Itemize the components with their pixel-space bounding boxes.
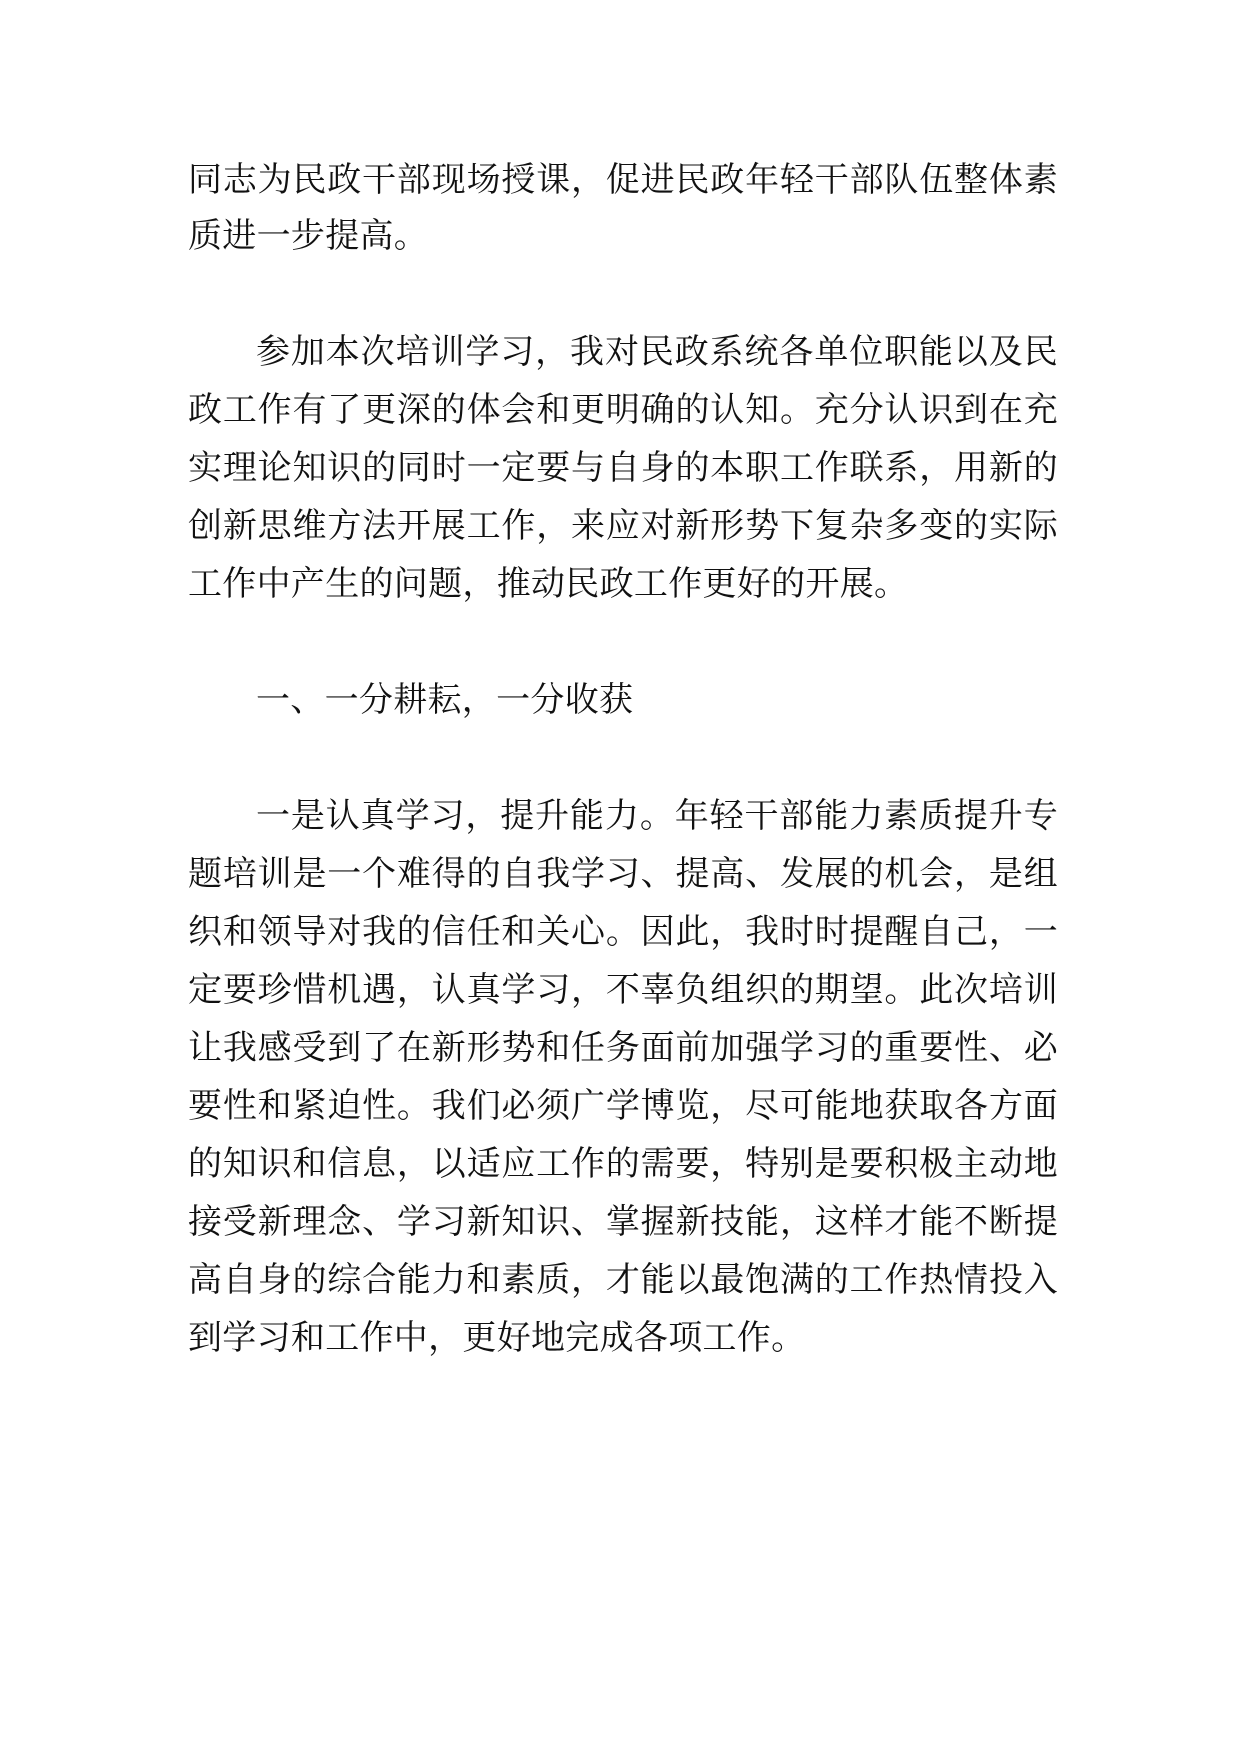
paragraph-1-line-2: 质进一步提高。 — [188, 216, 429, 256]
paragraph-2-line-1: 参加本次培训学习，我对民政系统各单位职能以及民 — [256, 332, 1058, 372]
paragraph-2-line-4: 创新思维方法开展工作，来应对新形势下复杂多变的实际 — [188, 506, 1058, 546]
paragraph-1-line-1: 同志为民政干部现场授课，促进民政年轻干部队伍整体素 — [188, 160, 1058, 200]
paragraph-3-line-7: 的知识和信息，以适应工作的需要，特别是要积极主动地 — [188, 1144, 1058, 1184]
paragraph-3-line-4: 定要珍惜机遇，认真学习，不辜负组织的期望。此次培训 — [188, 970, 1058, 1010]
paragraph-3-line-5: 让我感受到了在新形势和任务面前加强学习的重要性、必 — [188, 1028, 1058, 1068]
paragraph-3-line-1: 一是认真学习，提升能力。年轻干部能力素质提升专 — [256, 796, 1058, 836]
paragraph-2-line-3: 实理论知识的同时一定要与自身的本职工作联系，用新的 — [188, 448, 1058, 488]
paragraph-2-line-5: 工作中产生的问题，推动民政工作更好的开展。 — [188, 564, 909, 604]
paragraph-3-line-9: 高自身的综合能力和素质，才能以最饱满的工作热情投入 — [188, 1260, 1058, 1300]
paragraph-3-line-8: 接受新理念、学习新知识、掌握新技能，这样才能不断提 — [188, 1202, 1058, 1242]
paragraph-3-line-2: 题培训是一个难得的自我学习、提高、发展的机会，是组 — [188, 854, 1058, 894]
paragraph-2-line-2: 政工作有了更深的体会和更明确的认知。充分认识到在充 — [188, 390, 1058, 430]
paragraph-3-line-10: 到学习和工作中，更好地完成各项工作。 — [188, 1318, 806, 1358]
paragraph-3-line-3: 织和领导对我的信任和关心。因此，我时时提醒自己，一 — [188, 912, 1058, 952]
section-heading: 一、一分耕耘，一分收获 — [256, 680, 634, 720]
paragraph-3-line-6: 要性和紧迫性。我们必须广学博览，尽可能地获取各方面 — [188, 1086, 1058, 1126]
